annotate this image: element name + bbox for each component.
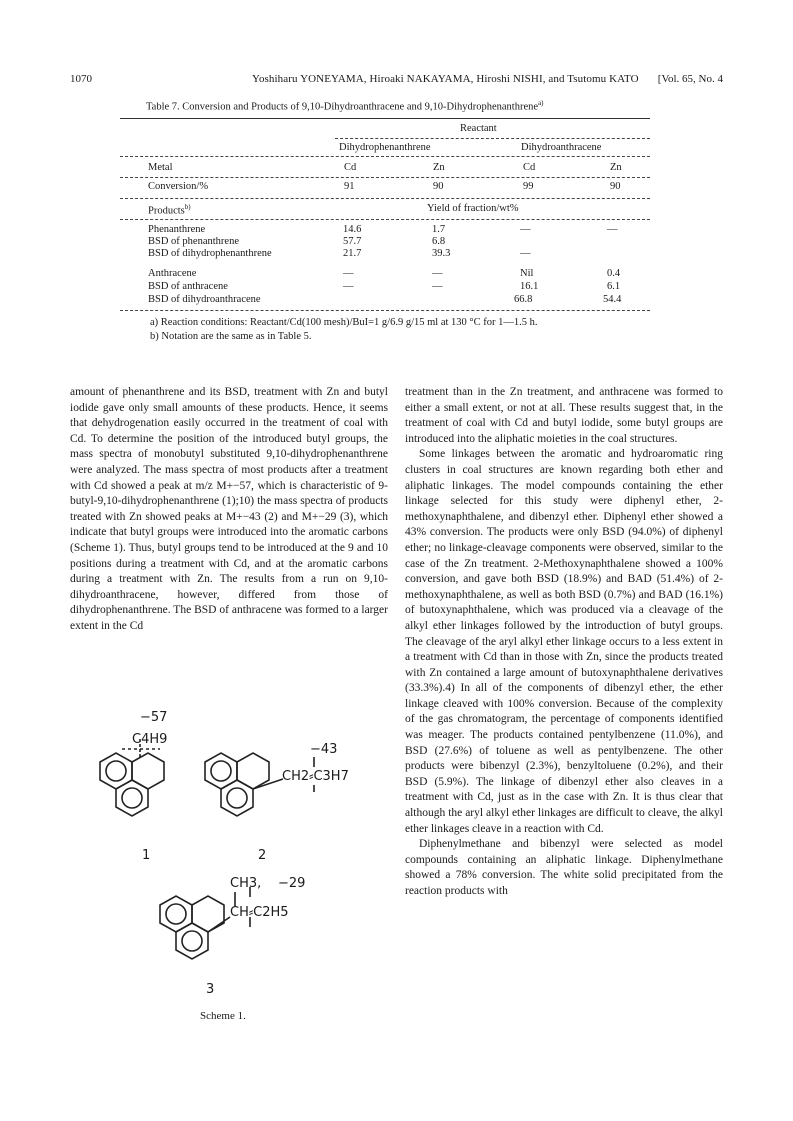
table-cell: 6.8 [432, 236, 446, 247]
row-label: BSD of anthracene [148, 281, 228, 292]
row-label: BSD of phenanthrene [148, 236, 239, 247]
row-label: BSD of dihydrophenanthrene [148, 248, 272, 259]
group-rule [120, 156, 650, 157]
products-footnote-mark: b) [184, 203, 191, 211]
reactant-rule [335, 138, 650, 139]
group-dihydrophenanthrene: Dihydrophenanthrene [339, 142, 431, 153]
conversion-cd-dhp: 91 [344, 181, 355, 192]
table-cell: 66.8 [514, 294, 533, 305]
table-cell: — [607, 224, 618, 235]
products-rule [120, 219, 650, 220]
table-cell: 6.1 [607, 281, 621, 292]
left-column [70, 385, 388, 635]
group-3-methyl-label: CH3, [230, 876, 262, 891]
table-cell: Nil [520, 268, 534, 279]
scheme-structures-svg [70, 712, 370, 1012]
table-cell: — [343, 281, 354, 292]
compound-3-number: 3 [206, 982, 215, 997]
right-column [405, 385, 723, 900]
table-cell: 14.6 [343, 224, 362, 235]
group-1-label: C4H9 [132, 732, 168, 747]
metal-zn-dha: Zn [610, 162, 622, 173]
paragraph: Diphenylmethane and bibenzyl were selected as model compounds containing an aliphatic linkage. Diphenylmethane showed a 78% conversion. The white solid precipitated from the reaction products with [405, 838, 723, 897]
fragment-2-mass: −43 [310, 742, 338, 757]
yield-label: Yield of fraction/wt% [427, 203, 519, 214]
paragraph: Some linkages between the aromatic and hydroaromatic ring clusters in coal structures are known regarding both ether and aliphatic linkages. The model compounds containing the ether linkage selected for this study were diphenyl ether, 2-methoxynaphthalene, and dibenzyl ether. Diphenyl ether showed a 43% conversion. The products were only BSD (94.0%) of diphenyl ether; no linkage-cleavage components were observed, similar to the case of the Zn treatment. 2-Methoxynaphthalene showed a 100% conversion, and gave both BSD (18.9%) and BAD (51.4%) of 2-methoxynaphthalene, as well as both BSD (0.7%) and BAD (16.1%) of butoxynaphthalene, which was produced via a cleavage of the alkyl ether linkages followed by the introduction of butyl groups. The cleavage of the aryl alkyl ether linkage occurs to a less extent in a treatment with Cd than in those with Zn, since the products treated with Zn contained a large amount of butoxynaphthalene derivatives (33.3%).4) In all of the components of dibenzyl ether, the ether linkage cleaved with 100% conversion. Because of the complexity of the gas chromatogram, the percentage of components identified was meager. The products contained pentylbenzene (11.0%), and BSD (27.6%) of toluene as well as pentylbenzene. The other products were bibenzyl (2.3%), benzyltoluene (0.2%), and their BSD (5.9%). The linkage of dibenzyl ether also cleaves in a treatment with Cd, just as in the case with Zn. It is thus clear that although the aryl alkyl ether linkages are difficult to cleave, the alkyl ether linkages cleave in a reaction with Cd. [405, 448, 723, 835]
row-label: BSD of dihydroanthracene [148, 294, 261, 305]
table-cell: 54.4 [603, 294, 622, 305]
table-cell: 16.1 [520, 281, 539, 292]
footnote-b: b) Notation are the same as in Table 5. [150, 331, 312, 342]
conversion-rule [120, 198, 650, 199]
table-cell: 1.7 [432, 224, 446, 235]
footnote-a: a) Reaction conditions: Reactant/Cd(100 mesh)/BuI=1 g/6.9 g/15 ml at 130 °C for 1—1.5 h. [150, 317, 538, 328]
compound-2-number: 2 [258, 848, 267, 863]
paragraph: amount of phenanthrene and its BSD, treatment with Zn and butyl iodide gave only small amounts of these products. Hence, it seems that dehydrogenation easily occurred in the treatment of coal with Cd. To determine the position of the introduced butyl groups, the mass spectra of monobutyl substituted 9,10-dihydrophenanthrene were analyzed. The mass spectra of most products after a treatment with Cd showed a peak at m/z M+−57, which is characteristic of 9-butyl-9,10-dihydrophenanthrene (1);10) the mass spectra of products treated with Zn showed peaks at M+−43 (2) and M+−29 (3), which indicate that butyl groups were introduced into the aromatic carbons (Scheme 1). Thus, butyl groups tend to be introduced at the 9 and 10 positions during a treatment with Cd, and at the aromatic carbons during a treatment with Zn. The results from a run on 9,10-dihydroanthracene, however, differed from those of dihydrophenanthrene. The BSD of anthracene was formed to a larger extent in the Cd [70, 386, 388, 632]
fragment-3-mass: −29 [278, 876, 306, 891]
table-cell: 39.3 [432, 248, 451, 259]
conversion-zn-dhp: 90 [433, 181, 444, 192]
table-cell: 0.4 [607, 268, 621, 279]
paragraph: treatment than in the Zn treatment, and anthracene was formed to either a small extent, or not at all. These results suggest that, in the treatment of coal with Cd and butyl iodide, some butyl groups are introduced into the aliphatic moieties in the coal structures. [405, 386, 723, 445]
metal-cd-dha: Cd [523, 162, 536, 173]
row-label: Phenanthrene [148, 224, 206, 235]
group-dihydroanthracene: Dihydroanthracene [521, 142, 602, 153]
table-cell: — [520, 224, 531, 235]
metal-zn-dhp: Zn [433, 162, 445, 173]
fragment-1-mass: −57 [140, 710, 168, 725]
structure-2-drawing [205, 753, 314, 816]
table-cell: — [432, 268, 443, 279]
compound-1-number: 1 [142, 848, 151, 863]
row-label: Anthracene [148, 268, 197, 279]
products-label [148, 203, 191, 217]
table-cell: 21.7 [343, 248, 362, 259]
table-cell: — [432, 281, 443, 292]
conversion-zn-dha: 90 [610, 181, 621, 192]
table-top-rule [120, 118, 650, 119]
table-caption-footnote-mark: a) [538, 99, 544, 107]
table-cell: 57.7 [343, 236, 362, 247]
conversion-cd-dha: 99 [523, 181, 534, 192]
table-cell: — [343, 268, 354, 279]
metal-cd-dhp: Cd [344, 162, 357, 173]
table-bottom-rule [120, 310, 650, 311]
products-label-text: Products [148, 205, 185, 217]
table-caption-text: Table 7. Conversion and Products of 9,10-Dihydroanthracene and 9,10-Dihydrophenanthrene [146, 101, 539, 113]
structure-1-drawing [100, 737, 164, 816]
author-line: Yoshiharu YONEYAMA, Hiroaki NAKAYAMA, Hiroshi NISHI, and Tsutomu KATO [252, 73, 639, 85]
volume-info: [Vol. 65, No. 4 [657, 73, 723, 85]
metal-label: Metal [148, 162, 173, 173]
metal-rule [120, 177, 650, 178]
structure-3-drawing [160, 887, 250, 959]
reactant-header: Reactant [460, 123, 497, 134]
group-3-label: CH⸗C2H5 [230, 905, 289, 920]
table-cell: — [520, 248, 531, 259]
conversion-label: Conversion/% [148, 181, 209, 192]
group-2-label: CH2⸗C3H7 [282, 769, 349, 784]
page-number: 1070 [70, 73, 92, 85]
table-7 [0, 0, 793, 360]
scheme-1 [70, 712, 370, 1032]
scheme-caption: Scheme 1. [200, 1010, 246, 1022]
